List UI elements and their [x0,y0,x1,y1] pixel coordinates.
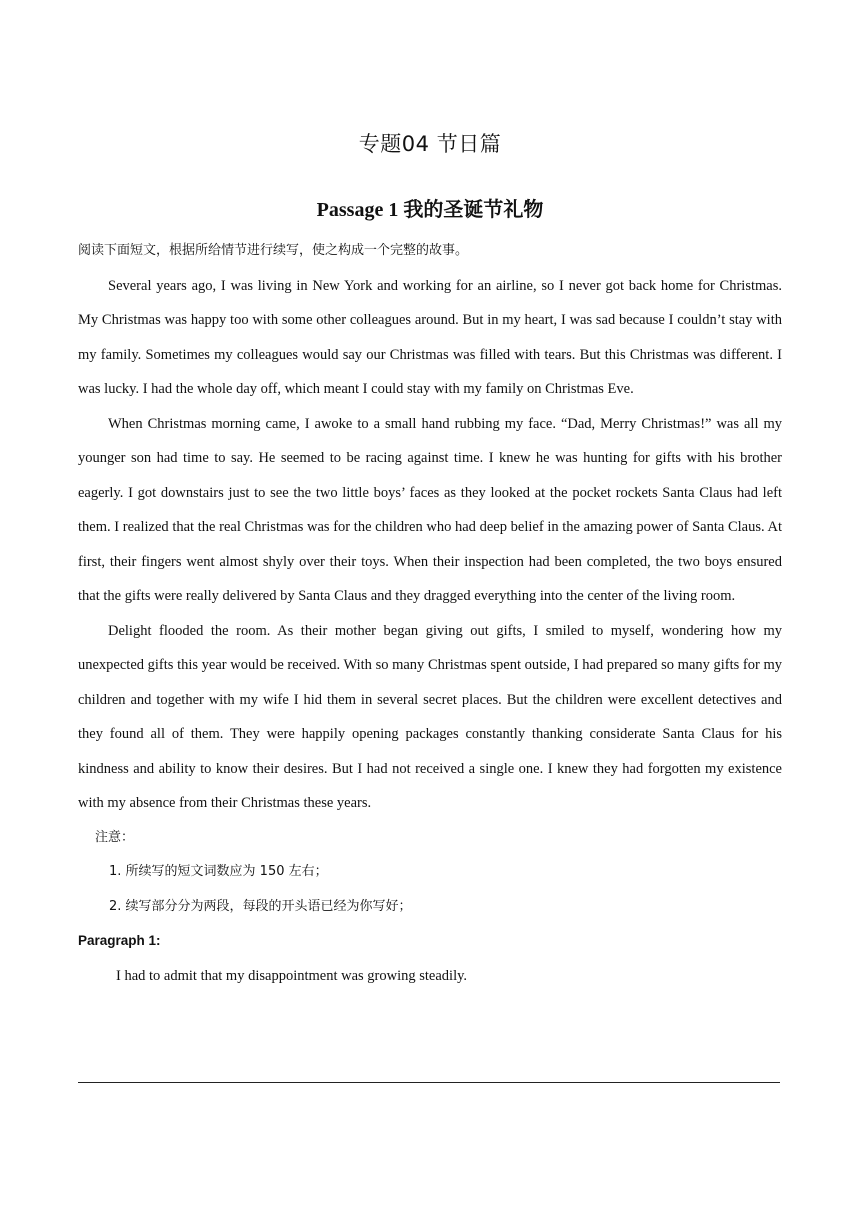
document-body [78,234,782,993]
story-paragraph-3: Delight flooded the room. As their mother began giving out gifts, I smiled to myself, wondering how my unexpected gifts this year would be received. With so many Christmas spent outside, I had prepared so many gifts for my children and together with my wife I hid them in several secret places. But the children were excellent detectives and they found all of them. They were happily opening packages constantly thanking considerate Santa Claus for his kindness and ability to know their desires. But I had not received a single one. I knew they had forgotten my existence with my absence from their Christmas these years. [78,622,782,811]
paragraph-1-opening: I had to admit that my disappointment was growing steadily. [116,967,468,984]
answer-writing-line[interactable] [78,1082,780,1083]
story-paragraph-2: When Christmas morning came, I awoke to a small hand rubbing my face. “Dad, Merry Christmas!” was all my younger son had time to say. He seemed to be racing against time. I knew he was hunting for gifts with his brother eagerly. I got downstairs just to see the two little boys’ faces as they looked at the pocket rockets Santa Claus had left them. I realized that the real Christmas was for the children who had deep belief in the amazing power of Santa Claus. At first, their fingers went almost shyly over their toys. When their inspection had been completed, the two boys ensured that the gifts were really delivered by Santa Claus and they dragged everything into the center of the living room. [78,415,782,604]
note-heading: 注意： [95,829,135,845]
paragraph-1-label: Paragraph 1: [78,933,161,948]
passage-title-cn: 我的圣诞节礼物 [403,197,544,221]
note-item-1: 1. 所续写的短文词数应为 150 左右； [109,864,328,879]
document-title: 专题04 节日篇 [358,132,502,156]
story-paragraph-1: Several years ago, I was living in New York and working for an airline, so I never got back home for Christmas. My Christmas was happy too with some other colleagues around. But in my heart, I was sad because I couldn’t stay with my family. Sometimes my colleagues would say our Christmas was filled with tears. But this Christmas was different. I was lucky. I had the whole day off, which meant I could stay with my family on Christmas Eve. [78,277,782,397]
instruction-text: 阅读下面短文，根据所给情节进行续写，使之构成一个完整的故事。 [78,243,469,258]
passage-label: Passage 1 [316,199,399,221]
note-item-2: 2. 续写部分分为两段，每段的开头语已经为你写好； [109,898,412,914]
passage-title [0,193,860,222]
